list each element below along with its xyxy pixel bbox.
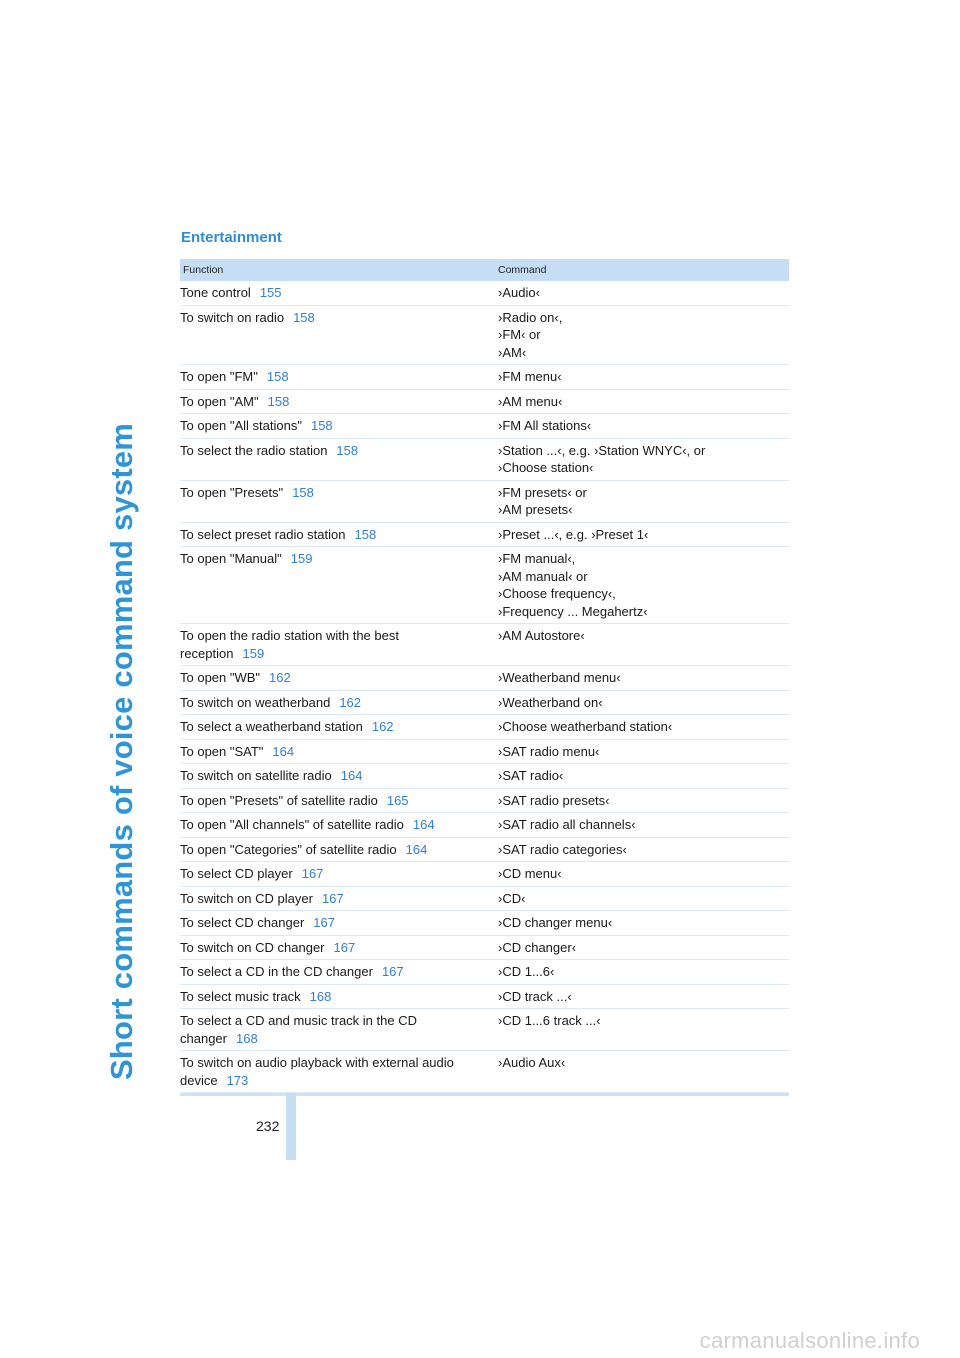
command-cell [498, 691, 789, 715]
command-text: ›AM Autostore‹ [498, 628, 585, 643]
table-row [180, 887, 789, 912]
function-cell [180, 390, 498, 414]
function-cell [180, 960, 498, 984]
function-label: To open "Presets" of satellite radio [180, 792, 378, 808]
command-cell [498, 960, 789, 984]
command-text: ›CD‹ [498, 890, 526, 906]
commands-table [180, 259, 789, 1096]
command-text: ›AM‹ [498, 344, 527, 360]
function-label: To open "All channels" of satellite radio [180, 817, 404, 832]
command-text: ›Choose frequency‹, [498, 586, 616, 601]
table-row [180, 985, 789, 1010]
function-label: To open the radio station with the best reception [180, 628, 399, 661]
table-row [180, 481, 789, 523]
command-cell [498, 414, 789, 438]
page-reference-link[interactable]: 162 [339, 694, 362, 710]
function-cell [180, 365, 498, 389]
page-reference-link[interactable]: 164 [272, 743, 295, 759]
page-reference-link[interactable]: 158 [266, 369, 289, 384]
function-label: To open "AM" [180, 393, 259, 409]
function-label: To switch on satellite radio [180, 768, 332, 783]
page-reference-link[interactable]: 155 [259, 285, 282, 300]
command-cell [498, 911, 789, 935]
page-reference-link[interactable]: 158 [310, 418, 333, 433]
table-row [180, 715, 789, 740]
page-reference-link[interactable]: 167 [321, 890, 344, 906]
command-cell [498, 715, 789, 739]
table-row [180, 691, 789, 716]
command-text: ›SAT radio all channels‹ [498, 817, 636, 832]
command-cell [498, 813, 789, 837]
command-text: ›Choose station‹ [498, 460, 594, 475]
function-label: To open "Manual" [180, 551, 282, 566]
command-cell [498, 1009, 789, 1050]
command-cell [498, 740, 789, 764]
command-text: ›SAT radio presets‹ [498, 792, 610, 808]
page-reference-link[interactable]: 164 [412, 817, 435, 832]
function-cell [180, 414, 498, 438]
table-row [180, 439, 789, 481]
function-cell [180, 911, 498, 935]
function-label: To open "Presets" [180, 484, 284, 500]
command-text: ›Choose weatherband station‹ [498, 719, 673, 734]
function-label: To switch on weatherband [180, 694, 331, 710]
function-label: To switch on audio playback with external audio device [180, 1055, 454, 1088]
page-reference-link[interactable]: 168 [309, 988, 332, 1004]
command-cell [498, 281, 789, 305]
command-cell [498, 936, 789, 960]
command-cell [498, 390, 789, 414]
table-row [180, 523, 789, 548]
header-command: Command [498, 264, 547, 276]
command-text: ›SAT radio categories‹ [498, 841, 627, 857]
command-text: ›Station ...‹, e.g. ›Station WNYC‹, or [498, 442, 706, 458]
function-cell [180, 813, 498, 837]
page-reference-link[interactable]: 167 [333, 939, 356, 955]
function-cell [180, 481, 498, 522]
command-cell [498, 547, 789, 623]
function-cell [180, 547, 498, 623]
table-body [180, 281, 789, 1093]
table-row [180, 911, 789, 936]
sidebar-title: Short commands of voice command system [104, 422, 139, 1080]
page-reference-link[interactable]: 158 [336, 442, 359, 458]
command-text: ›Audio‹ [498, 285, 540, 300]
table-row [180, 365, 789, 390]
function-label: Tone control [180, 285, 251, 300]
command-text: ›CD track ...‹ [498, 988, 572, 1004]
function-label: To select preset radio station [180, 526, 346, 542]
command-cell [498, 666, 789, 690]
command-cell [498, 365, 789, 389]
command-text: ›FM presets‹ or [498, 484, 587, 500]
command-text: ›Audio Aux‹ [498, 1055, 566, 1070]
table-row [180, 306, 789, 366]
page-reference-link[interactable]: 159 [242, 645, 265, 661]
function-cell [180, 523, 498, 547]
page-reference-link[interactable]: 159 [290, 551, 313, 566]
function-label: To select CD player [180, 866, 293, 881]
page-reference-link[interactable]: 168 [235, 1030, 258, 1046]
function-label: To select a weatherband station [180, 719, 363, 734]
function-cell [180, 306, 498, 365]
command-text: ›Preset ...‹, e.g. ›Preset 1‹ [498, 526, 649, 542]
command-text: ›FM manual‹, [498, 551, 576, 566]
function-label: To switch on CD player [180, 890, 313, 906]
page-reference-link[interactable]: 158 [292, 484, 314, 500]
command-cell [498, 862, 789, 886]
table-row [180, 936, 789, 961]
function-cell [180, 764, 498, 788]
table-row [180, 838, 789, 863]
function-label: To open "All stations" [180, 418, 302, 433]
table-row [180, 862, 789, 887]
page-reference-link[interactable]: 165 [386, 792, 409, 808]
command-text: ›AM menu‹ [498, 393, 563, 409]
command-cell [498, 1051, 789, 1092]
function-cell [180, 1009, 498, 1050]
function-label: To open "Categories" of satellite radio [180, 841, 397, 857]
page-reference-link[interactable]: 158 [293, 309, 315, 325]
function-label: To select CD changer [180, 915, 305, 930]
function-cell [180, 862, 498, 886]
page-reference-link[interactable]: 162 [371, 719, 394, 734]
function-label: To select a CD in the CD changer [180, 964, 373, 979]
table-row [180, 281, 789, 306]
command-cell [498, 439, 789, 480]
command-text: ›Radio on‹, [498, 309, 563, 325]
function-cell [180, 439, 498, 480]
function-cell [180, 936, 498, 960]
command-text: ›CD menu‹ [498, 866, 562, 881]
page-number: 232 [256, 1118, 280, 1134]
command-text: ›CD changer menu‹ [498, 915, 613, 930]
table-row [180, 813, 789, 838]
table-row [180, 547, 789, 624]
table-row [180, 414, 789, 439]
table-row [180, 740, 789, 765]
watermark: carmanualsonline.info [699, 1328, 920, 1353]
page-reference-link[interactable]: 173 [226, 1072, 249, 1088]
table-row [180, 1009, 789, 1051]
table-row [180, 1051, 789, 1093]
command-cell [498, 523, 789, 547]
command-text: ›AM manual‹ or [498, 568, 588, 584]
page-reference-link[interactable]: 167 [313, 915, 335, 930]
command-text: ›CD 1...6‹ [498, 964, 555, 979]
function-cell [180, 838, 498, 862]
function-cell [180, 624, 498, 665]
command-cell [498, 887, 789, 911]
command-text: ›Frequency ... Megahertz‹ [498, 603, 648, 619]
section-title: Entertainment [181, 229, 282, 246]
function-label: To switch on CD changer [180, 939, 325, 955]
command-cell [498, 624, 789, 665]
page-reference-link[interactable]: 164 [405, 841, 428, 857]
header-function: Function [183, 264, 224, 276]
command-cell [498, 481, 789, 522]
table-row [180, 789, 789, 814]
page-marker-bar [286, 1093, 296, 1160]
table-row [180, 390, 789, 415]
command-cell [498, 306, 789, 365]
function-label: To open "FM" [180, 369, 258, 384]
command-text: ›AM presets‹ [498, 502, 573, 517]
command-text: ›Weatherband menu‹ [498, 670, 621, 685]
command-text: ›FM‹ or [498, 327, 541, 342]
command-text: ›FM All stations‹ [498, 418, 592, 433]
page-reference-link[interactable]: 164 [340, 768, 363, 783]
table-header [180, 259, 789, 281]
command-text: ›SAT radio menu‹ [498, 743, 600, 759]
function-cell [180, 281, 498, 305]
function-cell [180, 1051, 498, 1092]
table-row [180, 960, 789, 985]
function-cell [180, 715, 498, 739]
function-cell [180, 985, 498, 1009]
command-text: ›CD changer‹ [498, 939, 577, 955]
function-label: To select music track [180, 988, 301, 1004]
command-text: ›Weatherband on‹ [498, 694, 603, 710]
command-cell [498, 838, 789, 862]
command-cell [498, 764, 789, 788]
function-cell [180, 887, 498, 911]
command-text: ›CD 1...6 track ...‹ [498, 1013, 601, 1028]
command-cell [498, 985, 789, 1009]
function-label: To switch on radio [180, 309, 285, 325]
table-row [180, 666, 789, 691]
command-cell [498, 789, 789, 813]
function-label: To select the radio station [180, 442, 328, 458]
function-cell [180, 789, 498, 813]
page-reference-link[interactable]: 162 [269, 670, 291, 685]
page-reference-link[interactable]: 167 [381, 964, 404, 979]
table-row [180, 764, 789, 789]
function-label: To open "SAT" [180, 743, 264, 759]
function-cell [180, 691, 498, 715]
page-reference-link[interactable]: 167 [301, 866, 324, 881]
function-cell [180, 740, 498, 764]
function-label: To open "WB" [180, 670, 261, 685]
function-cell [180, 666, 498, 690]
page-reference-link[interactable]: 158 [267, 393, 290, 409]
page-reference-link[interactable]: 158 [354, 526, 377, 542]
function-label: To select a CD and music track in the CD changer [180, 1013, 417, 1046]
table-row [180, 624, 789, 666]
command-text: ›FM menu‹ [498, 369, 562, 384]
command-text: ›SAT radio‹ [498, 768, 564, 783]
